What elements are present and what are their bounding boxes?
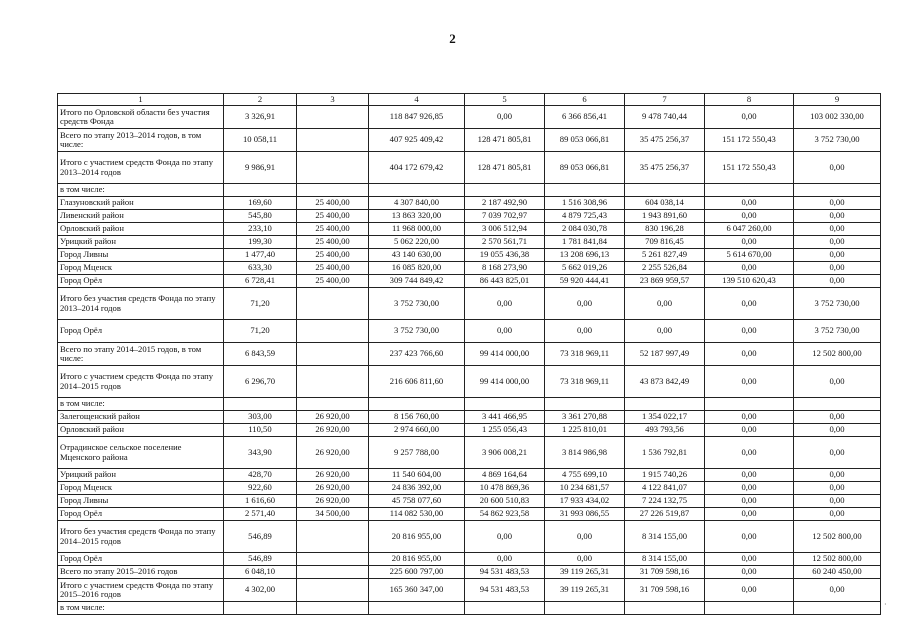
table-cell: 73 318 969,11 [545, 366, 625, 398]
table-cell: 0,00 [794, 275, 881, 288]
table-cell: 7 224 132,75 [625, 495, 705, 508]
table-cell: 0,00 [794, 197, 881, 210]
table-cell [465, 184, 545, 197]
table-row [58, 210, 881, 223]
table-row [58, 106, 881, 129]
table-cell: 3 326,91 [224, 106, 297, 129]
table-cell: 1 781 841,84 [545, 236, 625, 249]
table-cell: 604 038,14 [625, 197, 705, 210]
column-number: 8 [705, 94, 794, 106]
table-cell: 2 084 030,78 [545, 223, 625, 236]
table-cell: 546,89 [224, 553, 297, 566]
table-cell: 20 600 510,83 [465, 495, 545, 508]
table-row [58, 129, 881, 152]
table-cell: 12 502 800,00 [794, 521, 881, 553]
table-cell [224, 184, 297, 197]
row-label: Город Мценск [58, 262, 224, 275]
table-cell [297, 288, 369, 320]
row-label: Глазуновский район [58, 197, 224, 210]
table-cell: 31 709 598,16 [625, 579, 705, 602]
table-cell: 31 709 598,16 [625, 566, 705, 579]
row-label: в том числе: [58, 184, 224, 197]
table-cell: 4 122 841,07 [625, 482, 705, 495]
table-cell: 11 540 604,00 [369, 469, 465, 482]
table-cell: 0,00 [705, 469, 794, 482]
table-cell: 114 082 530,00 [369, 508, 465, 521]
table-cell: 0,00 [705, 106, 794, 129]
table-cell: 4 755 699,10 [545, 469, 625, 482]
table-cell: 1 915 740,26 [625, 469, 705, 482]
table-cell [705, 398, 794, 411]
row-label: Урицкий район [58, 236, 224, 249]
table-cell: 0,00 [794, 495, 881, 508]
table-cell: 71,20 [224, 320, 297, 343]
table-row [58, 184, 881, 197]
table-row [58, 249, 881, 262]
table-cell: 54 862 923,58 [465, 508, 545, 521]
table-cell: 118 847 926,85 [369, 106, 465, 129]
table-cell: 26 920,00 [297, 411, 369, 424]
table-cell: 0,00 [705, 236, 794, 249]
table-cell: 59 920 444,41 [545, 275, 625, 288]
table-cell [545, 602, 625, 615]
table-cell: 60 240 450,00 [794, 566, 881, 579]
table-cell [297, 602, 369, 615]
table-cell: 0,00 [705, 424, 794, 437]
table-cell [224, 602, 297, 615]
table-cell: 0,00 [794, 210, 881, 223]
table-cell: 493 793,56 [625, 424, 705, 437]
table-cell: 0,00 [465, 521, 545, 553]
table-cell: 0,00 [705, 437, 794, 469]
row-label: Город Орёл [58, 275, 224, 288]
row-label: Всего по этапу 2014–2015 годов, в том числе: [58, 343, 224, 366]
table-cell: 139 510 620,43 [705, 275, 794, 288]
table-cell: 0,00 [545, 320, 625, 343]
table-cell: 26 920,00 [297, 437, 369, 469]
row-label: Итого с участием средств Фонда по этапу 2013–2014 годов [58, 152, 224, 184]
table-cell [297, 366, 369, 398]
table-cell: 39 119 265,31 [545, 579, 625, 602]
column-number: 2 [224, 94, 297, 106]
table-cell: 633,30 [224, 262, 297, 275]
row-label: в том числе: [58, 398, 224, 411]
table-row [58, 508, 881, 521]
table-row [58, 602, 881, 615]
table-cell: 0,00 [705, 366, 794, 398]
table-cell [625, 398, 705, 411]
column-number: 6 [545, 94, 625, 106]
table-cell: 0,00 [625, 288, 705, 320]
row-label: Ливенский район [58, 210, 224, 223]
table-cell: 19 055 436,38 [465, 249, 545, 262]
column-number: 1 [58, 94, 224, 106]
table-cell: 0,00 [705, 482, 794, 495]
table-cell: 3 814 986,98 [545, 437, 625, 469]
table-cell: 110,50 [224, 424, 297, 437]
table-cell: 0,00 [545, 288, 625, 320]
table-cell: 0,00 [705, 343, 794, 366]
row-label: Орловский район [58, 223, 224, 236]
table-cell: 309 744 849,42 [369, 275, 465, 288]
table-cell: 151 172 550,43 [705, 152, 794, 184]
table-cell [297, 579, 369, 602]
table-cell: 0,00 [794, 223, 881, 236]
table-cell [369, 398, 465, 411]
table-cell: 89 053 066,81 [545, 129, 625, 152]
table-cell [369, 602, 465, 615]
table-cell: 10 478 869,36 [465, 482, 545, 495]
table-cell [224, 398, 297, 411]
column-number-row [58, 94, 881, 106]
table-cell [545, 184, 625, 197]
table-cell: 2 255 526,84 [625, 262, 705, 275]
table-cell: 9 986,91 [224, 152, 297, 184]
table-cell [465, 398, 545, 411]
table-cell: 86 443 825,01 [465, 275, 545, 288]
table-cell: 25 400,00 [297, 210, 369, 223]
table-cell: 709 816,45 [625, 236, 705, 249]
table-row [58, 579, 881, 602]
table-cell: 0,00 [465, 320, 545, 343]
table-cell: 0,00 [794, 508, 881, 521]
table-cell: 8 314 155,00 [625, 521, 705, 553]
row-label: в том числе: [58, 602, 224, 615]
table-cell: 169,60 [224, 197, 297, 210]
table-cell: 11 968 000,00 [369, 223, 465, 236]
row-label: Город Мценск [58, 482, 224, 495]
row-label: Город Ливны [58, 495, 224, 508]
table-row [58, 366, 881, 398]
scan-mark: · [884, 600, 887, 609]
table-cell: 43 873 842,49 [625, 366, 705, 398]
table-cell: 3 906 008,21 [465, 437, 545, 469]
table-cell: 3 752 730,00 [794, 129, 881, 152]
table-cell: 27 226 519,87 [625, 508, 705, 521]
table-cell: 3 006 512,94 [465, 223, 545, 236]
table-cell: 12 502 800,00 [794, 343, 881, 366]
table-cell: 0,00 [705, 579, 794, 602]
table-cell [625, 184, 705, 197]
table-cell: 25 400,00 [297, 223, 369, 236]
table-cell: 428,70 [224, 469, 297, 482]
table-cell [705, 602, 794, 615]
table-cell: 233,10 [224, 223, 297, 236]
table-cell: 17 933 434,02 [545, 495, 625, 508]
table-cell: 3 361 270,88 [545, 411, 625, 424]
table-cell: 4 307 840,00 [369, 197, 465, 210]
table-cell [297, 129, 369, 152]
table-cell: 1 616,60 [224, 495, 297, 508]
table-cell: 2 974 660,00 [369, 424, 465, 437]
table-row [58, 223, 881, 236]
table-cell [794, 184, 881, 197]
table-cell [369, 184, 465, 197]
row-label: Город Орёл [58, 320, 224, 343]
table-cell: 1 516 308,96 [545, 197, 625, 210]
table-cell: 0,00 [794, 366, 881, 398]
table-cell: 10 058,11 [224, 129, 297, 152]
table-cell [297, 343, 369, 366]
table-row [58, 566, 881, 579]
table-row [58, 398, 881, 411]
row-label: Итого без участия средств Фонда по этапу 2013–2014 годов [58, 288, 224, 320]
table-cell: 26 920,00 [297, 469, 369, 482]
table-cell: 13 863 320,00 [369, 210, 465, 223]
table-cell [297, 106, 369, 129]
table-cell: 35 475 256,37 [625, 152, 705, 184]
column-number: 5 [465, 94, 545, 106]
table-cell: 23 869 959,57 [625, 275, 705, 288]
table-cell: 43 140 630,00 [369, 249, 465, 262]
table-cell: 34 500,00 [297, 508, 369, 521]
table-cell: 1 477,40 [224, 249, 297, 262]
table-cell: 13 208 696,13 [545, 249, 625, 262]
table-cell: 165 360 347,00 [369, 579, 465, 602]
table-cell: 1 225 810,01 [545, 424, 625, 437]
table-row [58, 437, 881, 469]
table-cell: 20 816 955,00 [369, 553, 465, 566]
table-cell: 94 531 483,53 [465, 566, 545, 579]
table-cell: 7 039 702,97 [465, 210, 545, 223]
table-cell: 303,00 [224, 411, 297, 424]
table-row [58, 197, 881, 210]
program-table [57, 93, 881, 615]
row-label: Город Орёл [58, 553, 224, 566]
table-cell [297, 152, 369, 184]
table-cell [297, 184, 369, 197]
table-cell [625, 602, 705, 615]
table-cell: 71,20 [224, 288, 297, 320]
table-cell: 0,00 [625, 320, 705, 343]
table-cell: 0,00 [794, 424, 881, 437]
table-row [58, 262, 881, 275]
table-cell: 2 187 492,90 [465, 197, 545, 210]
table-cell: 0,00 [705, 553, 794, 566]
table-cell: 0,00 [794, 236, 881, 249]
column-number: 9 [794, 94, 881, 106]
table-cell [794, 602, 881, 615]
table-cell: 0,00 [465, 553, 545, 566]
table-cell: 5 261 827,49 [625, 249, 705, 262]
table-cell: 4 302,00 [224, 579, 297, 602]
table-cell [297, 320, 369, 343]
table-cell: 0,00 [705, 262, 794, 275]
table-cell [297, 553, 369, 566]
row-label: Итого с участием средств Фонда по этапу 2015–2016 годов [58, 579, 224, 602]
table-row [58, 495, 881, 508]
table-cell [794, 398, 881, 411]
table-cell: 5 062 220,00 [369, 236, 465, 249]
row-label: Итого с участием средств Фонда по этапу 2014–2015 годов [58, 366, 224, 398]
table-row [58, 553, 881, 566]
table-cell: 237 423 766,60 [369, 343, 465, 366]
table-row [58, 152, 881, 184]
table-cell: 31 993 086,55 [545, 508, 625, 521]
table-cell: 3 752 730,00 [794, 288, 881, 320]
row-label: Город Ливны [58, 249, 224, 262]
table-cell: 73 318 969,11 [545, 343, 625, 366]
table-cell: 6 296,70 [224, 366, 297, 398]
table-cell: 216 606 811,60 [369, 366, 465, 398]
table-cell: 404 172 679,42 [369, 152, 465, 184]
table-cell: 407 925 409,42 [369, 129, 465, 152]
row-label: Итого по Орловской области без участия средств Фонда [58, 106, 224, 129]
table-cell: 89 053 066,81 [545, 152, 625, 184]
table-cell: 94 531 483,53 [465, 579, 545, 602]
table-row [58, 343, 881, 366]
table-cell: 26 920,00 [297, 424, 369, 437]
table-cell: 128 471 805,81 [465, 129, 545, 152]
table-cell [465, 602, 545, 615]
table-cell: 24 836 392,00 [369, 482, 465, 495]
table-cell: 0,00 [705, 210, 794, 223]
table-cell: 1 255 056,43 [465, 424, 545, 437]
table-cell: 151 172 550,43 [705, 129, 794, 152]
table-row [58, 469, 881, 482]
table-cell: 6 843,59 [224, 343, 297, 366]
table-cell: 0,00 [545, 553, 625, 566]
table-cell: 25 400,00 [297, 275, 369, 288]
table-cell: 199,30 [224, 236, 297, 249]
row-label: Всего по этапу 2015–2016 годов [58, 566, 224, 579]
table-cell: 0,00 [705, 521, 794, 553]
table-cell: 6 366 856,41 [545, 106, 625, 129]
table-cell: 0,00 [545, 521, 625, 553]
table-cell [297, 521, 369, 553]
table-cell: 0,00 [794, 482, 881, 495]
table-cell: 3 752 730,00 [794, 320, 881, 343]
table-cell: 0,00 [705, 288, 794, 320]
row-label: Орловский район [58, 424, 224, 437]
table-cell: 0,00 [794, 262, 881, 275]
table-cell [545, 398, 625, 411]
table-cell: 0,00 [465, 288, 545, 320]
table-cell: 99 414 000,00 [465, 366, 545, 398]
table-cell: 103 002 330,00 [794, 106, 881, 129]
table-cell: 0,00 [705, 495, 794, 508]
table-cell: 52 187 997,49 [625, 343, 705, 366]
column-number: 4 [369, 94, 465, 106]
table-cell: 3 752 730,00 [369, 288, 465, 320]
column-number: 7 [625, 94, 705, 106]
table-cell: 6 047 260,00 [705, 223, 794, 236]
table-cell: 0,00 [705, 566, 794, 579]
row-label: Залегощенский район [58, 411, 224, 424]
table-cell: 0,00 [705, 320, 794, 343]
table-cell: 9 257 788,00 [369, 437, 465, 469]
table-cell: 5 662 019,26 [545, 262, 625, 275]
table-cell: 0,00 [705, 197, 794, 210]
table-cell: 0,00 [794, 469, 881, 482]
table-cell [297, 398, 369, 411]
table-row [58, 521, 881, 553]
row-label: Город Орёл [58, 508, 224, 521]
table-cell: 0,00 [705, 411, 794, 424]
table-cell: 25 400,00 [297, 236, 369, 249]
table-row [58, 275, 881, 288]
table-cell: 25 400,00 [297, 197, 369, 210]
table-cell: 8 156 760,00 [369, 411, 465, 424]
table-cell: 8 314 155,00 [625, 553, 705, 566]
table-cell: 3 441 466,95 [465, 411, 545, 424]
table-row [58, 288, 881, 320]
table-cell: 6 728,41 [224, 275, 297, 288]
table-cell: 830 196,28 [625, 223, 705, 236]
table-cell: 26 920,00 [297, 495, 369, 508]
table-cell: 4 869 164,64 [465, 469, 545, 482]
table-body [58, 94, 881, 615]
table-cell: 545,80 [224, 210, 297, 223]
table-cell: 26 920,00 [297, 482, 369, 495]
row-label: Урицкий район [58, 469, 224, 482]
table-cell: 16 085 820,00 [369, 262, 465, 275]
table-row [58, 482, 881, 495]
table-cell: 20 816 955,00 [369, 521, 465, 553]
table-cell: 35 475 256,37 [625, 129, 705, 152]
page-number: 2 [449, 31, 456, 46]
table-cell: 0,00 [794, 152, 881, 184]
table-cell: 2 571,40 [224, 508, 297, 521]
table-cell: 1 536 792,81 [625, 437, 705, 469]
table-cell: 225 600 797,00 [369, 566, 465, 579]
table-cell: 1 354 022,17 [625, 411, 705, 424]
table-cell: 9 478 740,44 [625, 106, 705, 129]
table-row [58, 236, 881, 249]
row-label: Итого без участия средств Фонда по этапу 2014–2015 годов [58, 521, 224, 553]
table-cell: 6 048,10 [224, 566, 297, 579]
table-cell: 25 400,00 [297, 249, 369, 262]
row-label: Всего по этапу 2013–2014 годов, в том числе: [58, 129, 224, 152]
column-number: 3 [297, 94, 369, 106]
table-row [58, 411, 881, 424]
table-cell [297, 566, 369, 579]
table-cell: 45 758 077,60 [369, 495, 465, 508]
table-cell: 12 502 800,00 [794, 553, 881, 566]
table-cell: 0,00 [705, 508, 794, 521]
table-cell: 8 168 273,90 [465, 262, 545, 275]
table-cell: 0,00 [794, 411, 881, 424]
table-cell: 0,00 [794, 437, 881, 469]
table-cell: 0,00 [794, 249, 881, 262]
table-cell: 0,00 [465, 106, 545, 129]
table-cell: 1 943 891,60 [625, 210, 705, 223]
table-cell: 3 752 730,00 [369, 320, 465, 343]
table-cell: 5 614 670,00 [705, 249, 794, 262]
table-cell: 128 471 805,81 [465, 152, 545, 184]
table-cell: 99 414 000,00 [465, 343, 545, 366]
table-cell: 2 570 561,71 [465, 236, 545, 249]
table-cell [705, 184, 794, 197]
table-cell: 10 234 681,57 [545, 482, 625, 495]
table-cell: 546,89 [224, 521, 297, 553]
table-cell: 39 119 265,31 [545, 566, 625, 579]
table-cell: 4 879 725,43 [545, 210, 625, 223]
table-cell: 343,90 [224, 437, 297, 469]
table-cell: 0,00 [794, 579, 881, 602]
table-cell: 922,60 [224, 482, 297, 495]
table-cell: 25 400,00 [297, 262, 369, 275]
table-row [58, 424, 881, 437]
table-row [58, 320, 881, 343]
row-label: Отрадинское сельское поселение Мценского района [58, 437, 224, 469]
